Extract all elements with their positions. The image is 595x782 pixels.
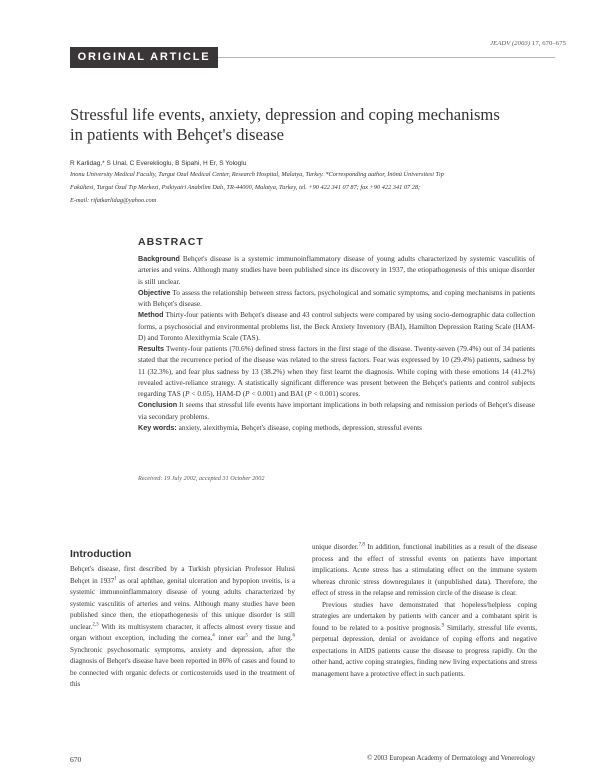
abstract-conclusion <box>138 399 535 422</box>
intro-text: as oral aphthae, genital ulceration and hypopion uveitis, is a systemic immunoinflammatory disease of young adults characterized by systemic vasculitis of arteries and veins. Although many studies have been published since then, the etiopathogenesis of this unique disorder is still unclear. <box>70 576 295 631</box>
intro-text: In addition, functional inabilities as a result of the disease process and the effect of stressful events on patients have important implications. Acute stress has a stimulating effect on the immune system whereas chronic stress downregulates it (unpublished data). Therefore, the effect of stress in the relapse and remission circle of the disease is clear. <box>312 543 537 597</box>
results-text-a: Twenty-four patients (70.6%) defined stress factors in the first stage of the disease. Twenty-seven (79.4%) out of 34 patients stated that the recurrence period of the disease was related to the stress factors. Fear was expressed by 10 (29.4%) patients, sadness by 11 (32.3%), and fear plus sadness by 13 (38.2%) when they first learnt the diagnosis. While coping with these emotions 14 (41.2%) revealed active-reliance strategy. A statistically significant difference was present between the Behçet's patients and control subjects regarding TAS ( <box>138 344 536 398</box>
title-line-2: in patients with Behçet's disease <box>70 125 285 144</box>
abstract-keywords <box>138 422 535 433</box>
results-text-b: < 0.05), HAM-D ( <box>189 389 246 398</box>
method-text: Thirty-four patients with Behçet's disease and 43 control subjects were compared by using socio-demographic data collection forms, a psychosocial and environmental problems list, the Beck Anxiety Inventory (BAI), Hamilton Depression Rating Scale (HAM-D) and Toronto Alexithymia Scale (TAS). <box>138 310 535 342</box>
intro-text: inner ear <box>214 634 246 642</box>
affiliation <box>70 168 550 207</box>
received-dates: Received: 19 July 2002, accepted 31 October 2002 <box>138 475 265 482</box>
intro-text: Previous studies have demonstrated that hopeless/helpless coping strategies are undertaken by patients with cancer and a combatant spirit is found to be related to a positive prognosis. <box>312 600 537 632</box>
column-left <box>70 564 295 691</box>
page-number: 670 <box>70 755 82 764</box>
abstract-method <box>138 309 535 343</box>
intro-text: Similarly, stressful life events, perpetual depression, denial or avoidance of coping efforts and negative expectations in AIDS patients cause the disease to progress rapidly. On the other hand, active coping strategies, finding new living expectations and stress management have a protective effect in such patients. <box>312 623 537 678</box>
method-label: Method <box>138 310 164 320</box>
journal-name: JEADV <box>490 40 511 47</box>
article-title <box>70 105 550 145</box>
conclusion-label: Conclusion <box>138 400 178 410</box>
citation: 2,3 <box>92 622 99 628</box>
intro-paragraph-2 <box>312 600 537 681</box>
p-value-2: P <box>245 389 250 398</box>
citation: 1 <box>114 576 117 582</box>
citation: 4 <box>212 633 215 639</box>
abstract-results <box>138 343 535 399</box>
column-right <box>312 542 537 680</box>
results-label: Results <box>138 344 164 353</box>
objective-label: Objective <box>138 287 171 297</box>
citation: 6 <box>292 633 295 639</box>
introduction-heading: Introduction <box>70 548 132 560</box>
banner-rule <box>218 57 555 58</box>
intro-text: Synchronic psychosomatic symptoms, anxiety and depression, after the diagnosis of Behçet's disease have been reported in 86% of cases and found to be connected with organic defects or corticosteroids used in the treatment of this <box>70 645 295 688</box>
abstract-objective <box>138 287 535 310</box>
journal-volume-pages: 17, 670–675 <box>531 40 566 47</box>
affiliation-email: E-mail: rifatkarlidag@yahoo.com <box>70 197 157 204</box>
copyright-notice: © 2003 European Academy of Dermatology and Venereology <box>367 755 535 762</box>
abstract-body <box>138 253 535 433</box>
intro-paragraph-1 <box>70 564 295 691</box>
background-text: Behçet's disease is a systemic immunoinflammatory disease of young adults characterized by systemic vasculitis of arteries and veins. Although many studies have been published since its discovery in 1937, the etiopathogenesis of this unique disorder is still unclear. <box>138 254 535 286</box>
affiliation-line-2: Fakültesi, Turgut Özal Tıp Merkezi, Psikiyatri Anabilim Dalı, TR-44000, Malatya, Turkey, tel. +90 422 341 07 87; fax +90 422 341 07 28; <box>70 184 421 191</box>
results-text-c: < 0.001) and BAI ( <box>249 389 308 398</box>
p-value-1: P <box>185 389 190 398</box>
title-line-1: Stressful life events, anxiety, depression and coping mechanisms <box>70 105 500 124</box>
p-value-3: P <box>307 389 312 398</box>
citation: 9 <box>441 623 445 629</box>
affiliation-line-1: Inonu University Medical Faculty, Turgut Ozal Medical Center, Research Hospital, Malatya, Turkey. *Corresponding author, İnönü Üniversitesi Tıp <box>70 171 444 178</box>
background-label: Background <box>138 254 180 263</box>
keywords-label: Key words: <box>138 422 177 432</box>
author-list: R Karlidag,* S Unal, C Evereklioglu, B Sipahi, H Er, S Yologlu <box>70 160 247 167</box>
intro-text: and the lung. <box>248 634 293 642</box>
intro-text: Behçet's disease, first described by a Turkish physician Professor Hulusi Behçet in 1937 <box>70 565 295 585</box>
intro-paragraph-1-cont <box>312 542 537 600</box>
journal-year: (2003) <box>511 40 531 47</box>
objective-text: To assess the relationship between stress factors, psychological and somatic symptoms, and coping mechanisms in patients with Behçet's disease. <box>138 287 535 308</box>
abstract-heading: ABSTRACT <box>138 236 204 248</box>
journal-reference <box>490 40 566 47</box>
intro-text: With its multisystem character, it affects almost every tissue and organ without exception, including the cornea, <box>70 622 295 642</box>
results-text-d: < 0.001) scores. <box>311 389 361 398</box>
citation: 7,8 <box>358 542 365 548</box>
conclusion-text: It seems that stressful life events have important implications in both relapsing and remission periods of Behçet's disease via secondary problems. <box>138 400 536 421</box>
section-banner: ORIGINAL ARTICLE <box>70 47 218 68</box>
intro-text: unique disorder. <box>312 543 359 551</box>
keywords-text: anxiety, alexithymia, Behçet's disease, coping methods, depression, stressful events <box>178 422 422 432</box>
citation: 5 <box>245 633 248 639</box>
abstract-background <box>138 253 535 287</box>
